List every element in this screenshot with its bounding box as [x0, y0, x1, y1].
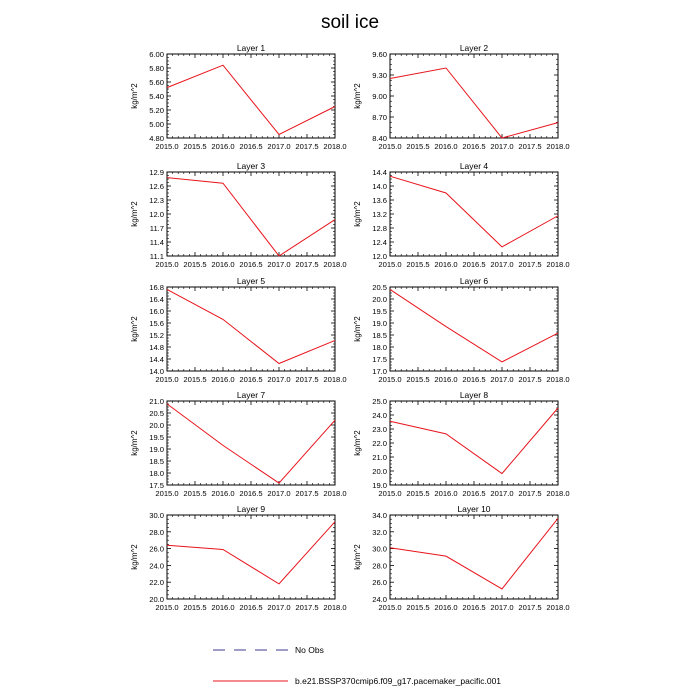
x-tick-label: 2015.5	[406, 375, 430, 384]
y-tick-label: 20.0	[372, 295, 387, 304]
y-tick-label: 15.6	[149, 319, 164, 328]
series-line	[390, 289, 558, 361]
y-tick-label: 12.0	[149, 210, 164, 219]
panel-title: Layer 6	[459, 276, 489, 286]
y-tick-label: 14.4	[149, 355, 164, 364]
x-tick-label: 2018.0	[546, 603, 570, 612]
x-tick-label: 2015.0	[378, 489, 402, 498]
series-line	[390, 176, 558, 247]
x-tick-label: 2017.0	[490, 142, 514, 151]
plot-frame	[390, 401, 558, 485]
y-tick-label: 23.0	[372, 425, 387, 434]
panel-layer-1	[130, 43, 347, 151]
y-axis-label: kg/m^2	[353, 316, 362, 342]
y-axis-label: kg/m^2	[353, 83, 362, 109]
plot-frame	[390, 172, 558, 256]
y-tick-label: 20.0	[149, 595, 164, 604]
x-tick-label: 2015.0	[155, 489, 179, 498]
y-tick-label: 20.0	[149, 421, 164, 430]
y-tick-label: 28.0	[149, 527, 164, 537]
y-tick-label: 17.0	[372, 367, 387, 376]
plot-frame	[390, 287, 558, 371]
legend-no-obs-label: No Obs	[295, 645, 324, 655]
y-tick-label: 20.5	[372, 283, 387, 292]
x-tick-label: 2015.0	[155, 260, 179, 269]
y-tick-label: 6.00	[149, 50, 164, 59]
panel-title: Layer 4	[459, 161, 489, 171]
x-tick-label: 2017.0	[490, 603, 514, 612]
x-tick-label: 2016.5	[462, 142, 486, 151]
x-tick-label: 2015.5	[183, 260, 207, 269]
x-tick-label: 2016.0	[434, 142, 458, 151]
y-axis-label: kg/m^2	[130, 430, 139, 456]
panel-title: Layer 5	[236, 276, 266, 286]
panel-title: Layer 7	[236, 390, 266, 400]
x-tick-label: 2017.0	[267, 142, 291, 151]
y-tick-label: 5.40	[149, 92, 164, 101]
y-tick-label: 20.0	[372, 467, 387, 476]
y-tick-label: 18.5	[149, 457, 164, 466]
x-tick-label: 2017.5	[295, 260, 319, 269]
x-tick-label: 2018.0	[323, 142, 347, 151]
x-tick-label: 2015.5	[183, 489, 207, 498]
x-tick-label: 2016.0	[434, 603, 458, 612]
x-tick-label: 2015.0	[378, 375, 402, 384]
y-tick-label: 32.0	[372, 527, 387, 537]
panel-layer-2	[353, 43, 570, 151]
x-tick-label: 2017.0	[490, 260, 514, 269]
y-tick-label: 26.0	[372, 578, 387, 588]
y-axis-label: kg/m^2	[353, 430, 362, 456]
y-tick-label: 21.0	[149, 397, 164, 406]
figure-title: soil ice	[320, 12, 380, 33]
y-tick-label: 18.0	[372, 343, 387, 352]
x-tick-label: 2017.5	[295, 375, 319, 384]
x-tick-label: 2015.5	[406, 603, 430, 612]
x-tick-label: 2015.5	[406, 142, 430, 151]
x-tick-label: 2016.5	[239, 375, 263, 384]
y-axis-label: kg/m^2	[130, 544, 139, 570]
y-axis-label: kg/m^2	[130, 316, 139, 342]
panel-layer-4	[353, 161, 570, 269]
x-tick-label: 2016.0	[211, 489, 235, 498]
x-tick-label: 2015.0	[155, 603, 179, 612]
x-tick-label: 2016.5	[239, 260, 263, 269]
panel-title: Layer 10	[457, 504, 491, 514]
x-tick-label: 2017.0	[267, 603, 291, 612]
series-line	[390, 68, 558, 138]
y-tick-label: 12.8	[372, 224, 387, 233]
y-tick-label: 22.0	[149, 578, 164, 588]
x-tick-label: 2016.0	[211, 603, 235, 612]
y-tick-label: 8.40	[372, 134, 387, 143]
y-tick-label: 12.6	[149, 182, 164, 191]
x-tick-label: 2017.5	[518, 375, 542, 384]
y-tick-label: 26.0	[149, 544, 164, 554]
y-tick-label: 14.0	[149, 367, 164, 376]
panel-layer-5	[130, 276, 347, 384]
x-tick-label: 2016.5	[239, 603, 263, 612]
y-tick-label: 4.80	[149, 134, 164, 143]
x-tick-label: 2015.5	[183, 375, 207, 384]
y-tick-label: 11.1	[149, 252, 164, 261]
legend-model-label: b.e21.BSSP370cmip6.f09_g17.pacemaker_pacific.001	[295, 676, 502, 686]
x-tick-label: 2016.5	[239, 142, 263, 151]
y-tick-label: 14.4	[372, 168, 387, 177]
y-tick-label: 18.0	[149, 469, 164, 478]
panel-layer-6	[353, 276, 570, 384]
series-line	[167, 522, 335, 584]
y-tick-label: 14.8	[149, 343, 164, 352]
x-tick-label: 2015.0	[378, 260, 402, 269]
x-tick-label: 2017.5	[295, 489, 319, 498]
x-tick-label: 2017.5	[518, 603, 542, 612]
x-tick-label: 2017.5	[518, 260, 542, 269]
y-tick-label: 9.60	[372, 50, 387, 59]
y-tick-label: 19.5	[372, 307, 387, 316]
x-tick-label: 2016.0	[211, 375, 235, 384]
y-tick-label: 5.60	[149, 78, 164, 87]
x-tick-label: 2018.0	[323, 260, 347, 269]
y-tick-label: 5.80	[149, 64, 164, 73]
x-tick-label: 2018.0	[323, 603, 347, 612]
y-tick-label: 13.2	[372, 210, 387, 219]
y-tick-label: 9.00	[372, 92, 387, 101]
x-tick-label: 2015.0	[155, 375, 179, 384]
panel-layer-3	[130, 161, 347, 269]
x-tick-label: 2017.0	[267, 375, 291, 384]
x-tick-label: 2016.0	[434, 375, 458, 384]
y-tick-label: 8.70	[372, 113, 387, 122]
x-tick-label: 2017.0	[490, 489, 514, 498]
series-line	[390, 518, 558, 589]
panel-title: Layer 2	[459, 43, 489, 53]
panel-layer-9	[130, 504, 347, 612]
y-axis-label: kg/m^2	[130, 83, 139, 109]
y-tick-label: 24.0	[372, 595, 387, 604]
panel-grid	[130, 43, 570, 612]
y-tick-label: 11.4	[149, 238, 164, 247]
y-tick-label: 30.0	[149, 511, 164, 520]
y-tick-label: 12.0	[372, 252, 387, 261]
x-tick-label: 2015.5	[406, 489, 430, 498]
series-line	[167, 289, 335, 363]
panel-title: Layer 1	[236, 43, 266, 53]
plot-frame	[167, 172, 335, 256]
x-tick-label: 2015.5	[183, 603, 207, 612]
y-tick-label: 24.0	[149, 561, 164, 571]
y-tick-label: 5.20	[149, 106, 164, 115]
x-tick-label: 2016.5	[462, 603, 486, 612]
x-tick-label: 2017.0	[267, 489, 291, 498]
y-tick-label: 19.0	[149, 445, 164, 454]
x-tick-label: 2016.0	[211, 260, 235, 269]
y-tick-label: 19.0	[372, 481, 387, 490]
x-tick-label: 2017.0	[490, 375, 514, 384]
y-tick-label: 12.3	[149, 196, 164, 205]
x-tick-label: 2016.0	[434, 260, 458, 269]
y-tick-label: 20.5	[149, 409, 164, 418]
y-tick-label: 16.0	[149, 307, 164, 316]
panel-layer-7	[130, 390, 347, 498]
y-tick-label: 18.5	[372, 331, 387, 340]
x-tick-label: 2015.0	[378, 142, 402, 151]
x-tick-label: 2018.0	[323, 375, 347, 384]
plot-frame	[167, 401, 335, 485]
x-tick-label: 2017.5	[518, 142, 542, 151]
y-tick-label: 17.5	[149, 481, 164, 490]
x-tick-label: 2015.0	[155, 142, 179, 151]
series-line	[167, 404, 335, 483]
x-tick-label: 2015.5	[406, 260, 430, 269]
y-tick-label: 21.0	[372, 453, 387, 462]
y-tick-label: 11.7	[149, 224, 164, 233]
x-tick-label: 2016.5	[462, 375, 486, 384]
y-tick-label: 16.8	[149, 283, 164, 292]
panel-layer-10	[353, 504, 570, 612]
y-tick-label: 14.0	[372, 182, 387, 191]
x-tick-label: 2016.0	[211, 142, 235, 151]
y-tick-label: 17.5	[372, 355, 387, 364]
y-tick-label: 28.0	[372, 561, 387, 571]
plot-frame	[390, 54, 558, 138]
x-tick-label: 2018.0	[546, 375, 570, 384]
y-tick-label: 9.30	[372, 71, 387, 80]
y-tick-label: 34.0	[372, 511, 387, 520]
x-tick-label: 2015.5	[183, 142, 207, 151]
panel-title: Layer 9	[236, 504, 266, 514]
plot-frame	[390, 515, 558, 599]
y-tick-label: 5.00	[149, 120, 164, 129]
x-tick-label: 2016.5	[462, 260, 486, 269]
y-axis-label: kg/m^2	[353, 201, 362, 227]
y-tick-label: 13.6	[372, 196, 387, 205]
plot-frame	[167, 515, 335, 599]
x-tick-label: 2018.0	[546, 142, 570, 151]
y-tick-label: 22.0	[372, 439, 387, 448]
x-tick-label: 2017.5	[295, 603, 319, 612]
series-line	[390, 408, 558, 474]
x-tick-label: 2017.0	[267, 260, 291, 269]
x-tick-label: 2018.0	[546, 260, 570, 269]
panel-title: Layer 8	[459, 390, 489, 400]
x-tick-label: 2016.5	[239, 489, 263, 498]
y-tick-label: 16.4	[149, 295, 164, 304]
x-tick-label: 2018.0	[323, 489, 347, 498]
panel-title: Layer 3	[236, 161, 266, 171]
y-tick-label: 25.0	[372, 397, 387, 406]
y-axis-label: kg/m^2	[353, 544, 362, 570]
y-tick-label: 30.0	[372, 544, 387, 554]
series-line	[167, 178, 335, 256]
x-tick-label: 2016.5	[462, 489, 486, 498]
x-tick-label: 2018.0	[546, 489, 570, 498]
x-tick-label: 2016.0	[434, 489, 458, 498]
series-line	[167, 65, 335, 134]
y-tick-label: 19.0	[372, 319, 387, 328]
y-tick-label: 12.4	[372, 238, 387, 247]
y-tick-label: 15.2	[149, 331, 164, 340]
y-axis-label: kg/m^2	[130, 201, 139, 227]
legend	[213, 645, 501, 686]
plot-frame	[167, 54, 335, 138]
y-tick-label: 19.5	[149, 433, 164, 442]
y-tick-label: 24.0	[372, 411, 387, 420]
x-tick-label: 2015.0	[378, 603, 402, 612]
plot-frame	[167, 287, 335, 371]
y-tick-label: 12.9	[149, 168, 164, 177]
x-tick-label: 2017.5	[518, 489, 542, 498]
panel-layer-8	[353, 390, 570, 498]
x-tick-label: 2017.5	[295, 142, 319, 151]
